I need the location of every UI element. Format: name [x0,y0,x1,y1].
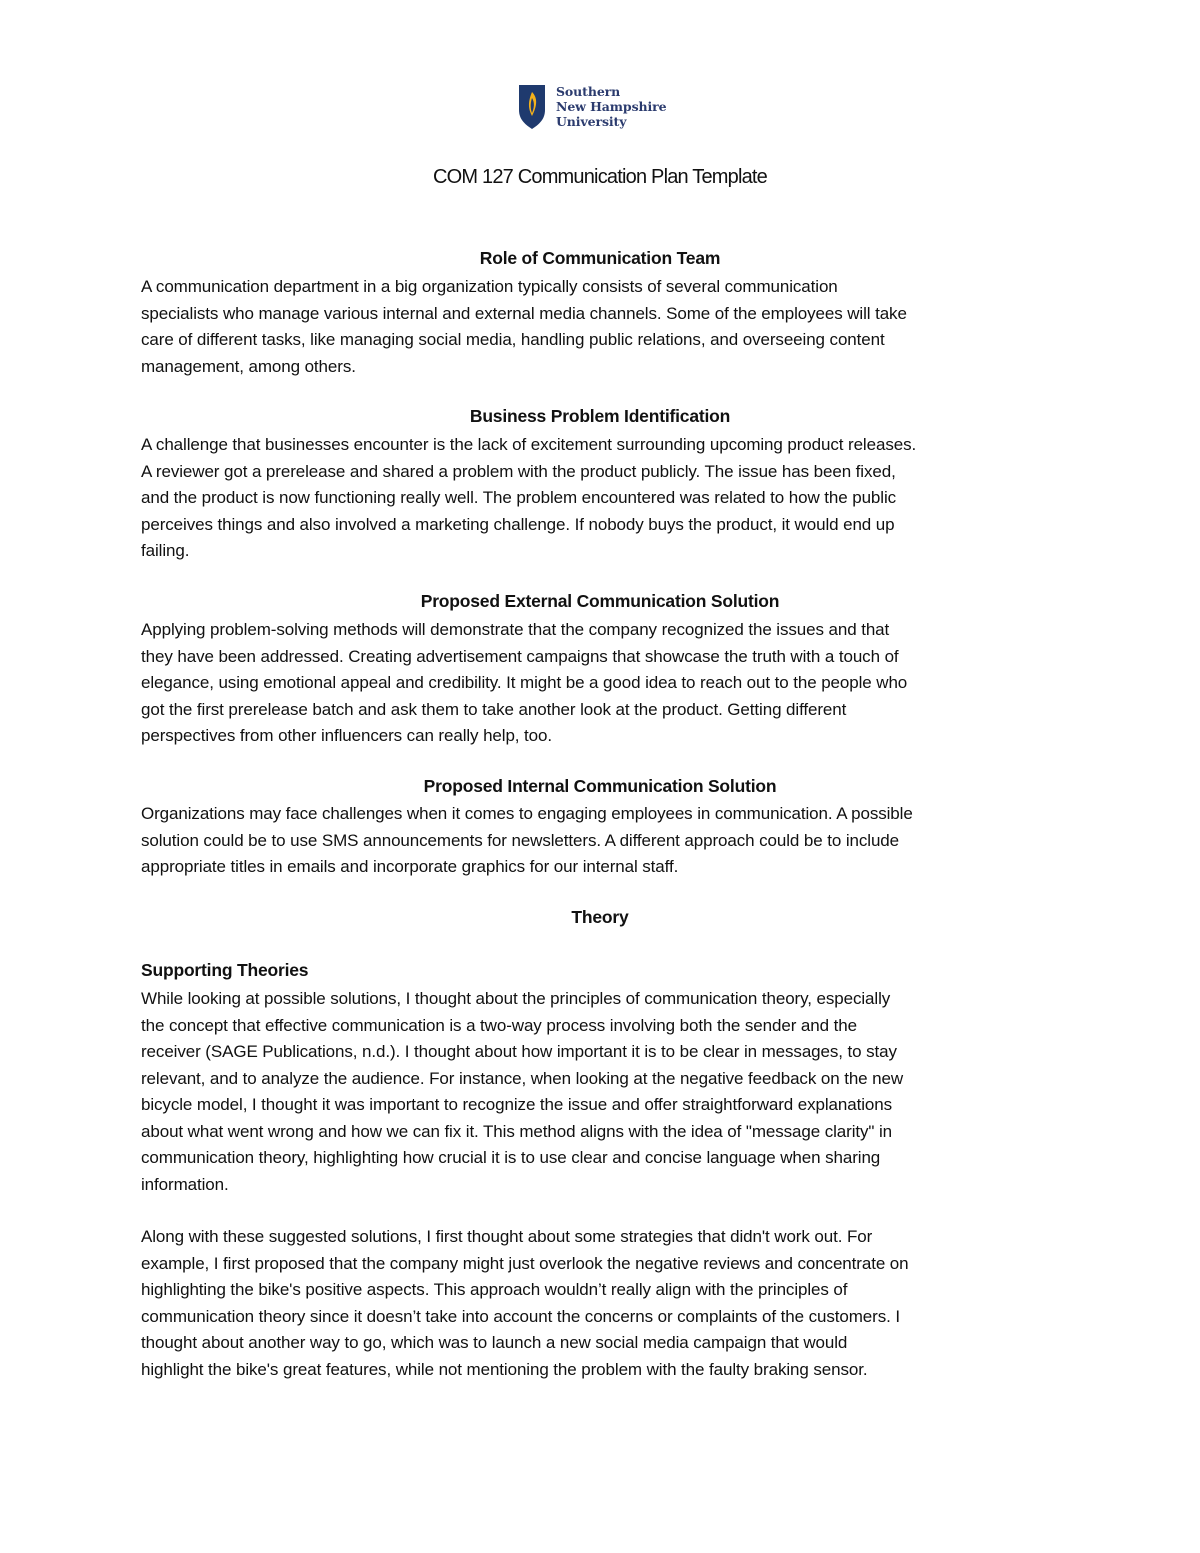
text-line: elegance, using emotional appeal and credibility. It might be a good idea to reach out to the people who [141,673,908,692]
text-line: Along with these suggested solutions, I first thought about some strategies that didn't work out. For [141,1227,873,1246]
text-line: care of different tasks, like managing social media, handling public relations, and overseeing content [141,330,885,349]
text-line: bicycle model, I thought it was important to recognize the issue and offer straightforward explanations [141,1095,893,1114]
logo-line-2: New Hampshire [556,99,667,114]
text-line: communication theory since it doesn’t take into account the concerns or complaints of the customers. I [141,1306,900,1326]
text-line: about what went wrong and how we can fix it. This method aligns with the idea of "message clarity" in [141,1121,892,1141]
text-line: solution could be to use SMS announcements for newsletters. A different approach could be to include [141,830,900,850]
heading-problem: Business Problem Identification [469,406,731,426]
text-line: appropriate titles in emails and incorporate graphics for our internal staff. [141,857,679,876]
text-line: and the product is now functioning really well. The problem encountered was related to how the public [141,488,897,507]
heading-external: Proposed External Communication Solution [420,591,780,611]
text-line: Applying problem-solving methods will demonstrate that the company recognized the issues and that [141,620,890,639]
text-line: While looking at possible solutions, I thought about the principles of communication theory, especially [141,989,891,1008]
paragraph-problem [141,432,1071,565]
text-line: failing. [141,541,190,560]
heading-internal: Proposed Internal Communication Solution [423,776,777,796]
document-title: COM 127 Communication Plan Template [432,166,768,188]
logo-line-3: University [556,114,627,129]
text-line: A challenge that businesses encounter is the lack of excitement surrounding upcoming product releases. [141,435,917,454]
paragraph-external [141,617,1071,750]
text-line: management, among others. [141,356,356,376]
text-line: A reviewer got a prerelease and shared a problem with the product publicly. The issue has been fixed, [141,461,896,481]
text-line: information. [141,1174,229,1194]
text-line: got the first prerelease batch and ask them to take another look at the product. Getting different [141,699,847,719]
text-line: specialists who manage various internal and external media channels. Some of the employees will take [141,303,907,323]
text-line: relevant, and to analyze the audience. For instance, when looking at the negative feedback on the new [141,1068,904,1088]
text-line: receiver (SAGE Publications, n.d.). I thought about how important it is to be clear in messages, to stay [141,1042,897,1061]
paragraph-role [141,274,1071,380]
text-line: A communication department in a big organization typically consists of several communication [141,277,838,296]
university-logo [518,84,688,134]
text-line: highlight the bike's great features, while not mentioning the problem with the faulty braking sensor. [141,1359,868,1379]
text-line: communication theory, highlighting how crucial it is to use clear and concise language when sharing [141,1148,881,1167]
heading-role: Role of Communication Team [479,248,721,268]
text-line: thought about another way to go, which was to launch a new social media campaign that would [141,1333,848,1352]
heading-supporting-theories: Supporting Theories [141,960,309,980]
text-line: perceives things and also involved a marketing challenge. If nobody buys the product, it would end up [141,514,895,534]
text-line: perspectives from other influencers can really help, too. [141,726,553,745]
text-line: example, I first proposed that the company might just overlook the negative reviews and concentrate on [141,1253,909,1273]
text-line: the concept that effective communication is a two-way process involving both the sender and the [141,1015,857,1035]
logo-wordmark [556,84,666,129]
paragraph-supporting-1 [141,986,1071,1198]
text-line: they have been addressed. Creating advertisement campaigns that showcase the truth with a touch of [141,646,899,666]
text-line: Organizations may face challenges when it comes to engaging employees in communication. A possible [141,804,913,823]
heading-theory: Theory [571,907,629,927]
logo-line-1: Southern [556,84,621,99]
paragraph-internal [141,801,1071,881]
text-line: highlighting the bike's positive aspects. This approach wouldn’t really align with the principles of [141,1280,848,1299]
paragraph-supporting-2 [141,1224,1071,1383]
shield-flame-icon [518,84,546,130]
